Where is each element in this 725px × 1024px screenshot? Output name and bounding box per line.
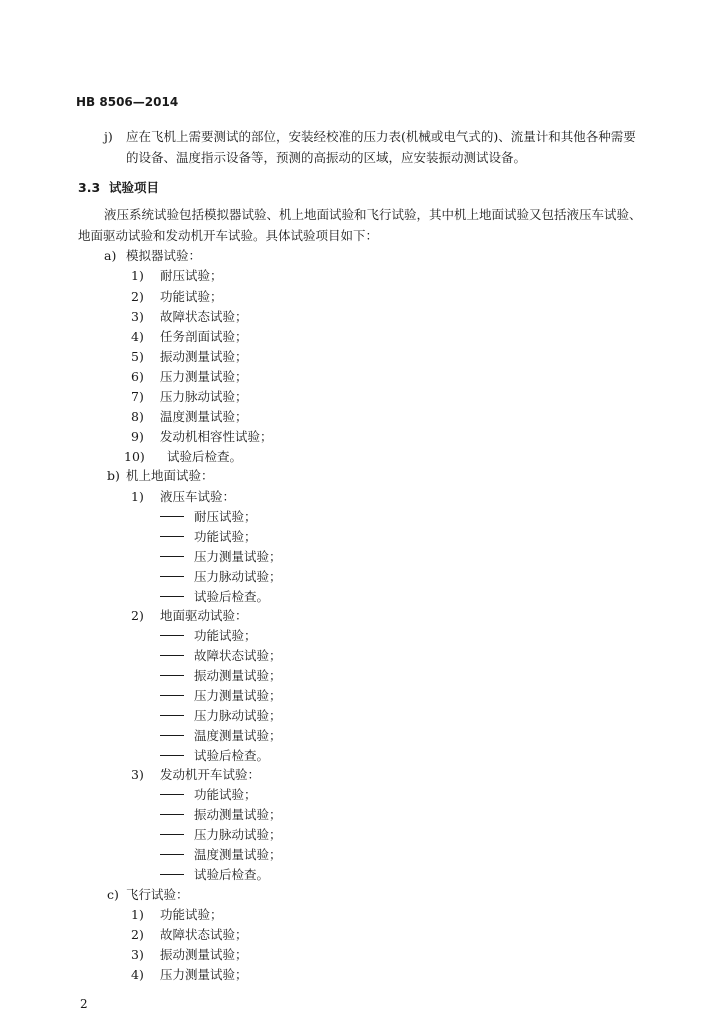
dash-list-item [160,510,257,524]
sub2-number: 2) [131,608,144,623]
dash-list-item-text: 试验后检查。 [194,748,270,763]
dash-list-item-text: 耐压试验； [194,509,257,524]
dash-list-item [160,530,257,544]
dash-list-item [160,808,282,822]
dash-list-item [160,669,282,683]
sub3-title: 发动机开车试验： [160,767,261,782]
group-a-item-number: 8) [131,409,144,424]
dash-list-item [160,788,257,802]
dash-list-item [160,868,269,882]
group-a-item-number: 9) [131,429,144,444]
group-c-item-text: 故障状态试验； [160,927,248,942]
dash-list-item [160,749,269,763]
group-a-item-number: 1) [131,268,144,283]
group-b-marker: b) [107,468,120,483]
em-dash [160,516,184,517]
em-dash [160,576,184,577]
em-dash [160,536,184,537]
dash-list-item [160,590,269,604]
dash-list-item-text: 温度测量试验； [194,847,282,862]
item-j-marker: j) [104,129,113,144]
group-a-item-text: 振动测量试验； [160,349,248,364]
dash-list-item [160,689,282,703]
section-title: 试验项目 [109,180,160,195]
dash-list-item [160,828,282,842]
group-c-item-number: 3) [131,947,144,962]
item-j-line-2: 的设备、温度指示设备等，预测的高振动的区域，应安装振动测试设备。 [126,150,527,165]
sub3-number: 3) [131,767,144,782]
dash-list-item-text: 振动测量试验； [194,807,282,822]
em-dash [160,695,184,696]
dash-list-item [160,729,282,743]
group-a-item-number: 5) [131,349,144,364]
group-a-item-number: 3) [131,309,144,324]
group-c-item-text: 压力测量试验； [160,967,248,982]
em-dash [160,675,184,676]
group-a-item-number: 4) [131,329,144,344]
group-a-marker: a) [104,248,117,263]
em-dash [160,834,184,835]
dash-list-item-text: 功能试验； [194,628,257,643]
em-dash [160,814,184,815]
em-dash [160,556,184,557]
group-a-item-text: 试验后检查。 [167,449,243,464]
group-a-item-text: 发动机相容性试验； [160,429,273,444]
group-c-marker: c) [107,887,119,902]
sub1-number: 1) [131,489,144,504]
dash-list-item-text: 故障状态试验； [194,648,282,663]
dash-list-item-text: 压力测量试验； [194,549,282,564]
em-dash [160,854,184,855]
dash-list-item [160,629,257,643]
group-c-item-text: 振动测量试验； [160,947,248,962]
sub1-title: 液压车试验： [160,489,236,504]
group-c-title: 飞行试验： [126,887,189,902]
group-a-item-text: 压力脉动试验； [160,389,248,404]
dash-list-item-text: 试验后检查。 [194,867,270,882]
group-a-item-text: 功能试验； [160,289,223,304]
em-dash [160,735,184,736]
dash-list-item-text: 功能试验； [194,787,257,802]
dash-list-item [160,649,282,663]
group-c-item-number: 4) [131,967,144,982]
dash-list-item-text: 压力脉动试验； [194,827,282,842]
section-number: 3.3 [78,180,101,195]
em-dash [160,655,184,656]
group-a-title: 模拟器试验： [126,248,202,263]
em-dash [160,755,184,756]
group-a-item-number: 10) [124,449,145,464]
group-b-title: 机上地面试验： [126,468,214,483]
group-c-item-number: 1) [131,907,144,922]
dash-list-item [160,570,282,584]
group-a-item-number: 2) [131,289,144,304]
em-dash [160,715,184,716]
em-dash [160,794,184,795]
dash-list-item-text: 压力测量试验； [194,688,282,703]
dash-list-item [160,709,282,723]
em-dash [160,635,184,636]
dash-list-item-text: 振动测量试验； [194,668,282,683]
dash-list-item [160,848,282,862]
em-dash [160,874,184,875]
em-dash [160,596,184,597]
group-a-item-number: 7) [131,389,144,404]
group-a-item-text: 故障状态试验； [160,309,248,324]
dash-list-item [160,550,282,564]
document-header: HB 8506—2014 [76,95,179,109]
group-a-item-text: 耐压试验； [160,268,223,283]
group-a-item-text: 任务剖面试验； [160,329,248,344]
group-c-item-number: 2) [131,927,144,942]
item-j-line-1: 应在飞机上需要测试的部位，安装经校准的压力表(机械或电气式的)、流量计和其他各种需要 [126,129,636,144]
dash-list-item-text: 压力脉动试验； [194,708,282,723]
intro-line-2: 地面驱动试验和发动机开车试验。具体试验项目如下： [78,228,379,243]
page-number: 2 [80,997,88,1011]
group-a-item-text: 温度测量试验； [160,409,248,424]
dash-list-item-text: 温度测量试验； [194,728,282,743]
group-a-item-text: 压力测量试验； [160,369,248,384]
group-c-item-text: 功能试验； [160,907,223,922]
dash-list-item-text: 试验后检查。 [194,589,270,604]
group-a-item-number: 6) [131,369,144,384]
dash-list-item-text: 功能试验； [194,529,257,544]
sub2-title: 地面驱动试验： [160,608,248,623]
dash-list-item-text: 压力脉动试验； [194,569,282,584]
intro-line-1: 液压系统试验包括模拟器试验、机上地面试验和飞行试验，其中机上地面试验又包括液压车试验、 [104,207,642,222]
